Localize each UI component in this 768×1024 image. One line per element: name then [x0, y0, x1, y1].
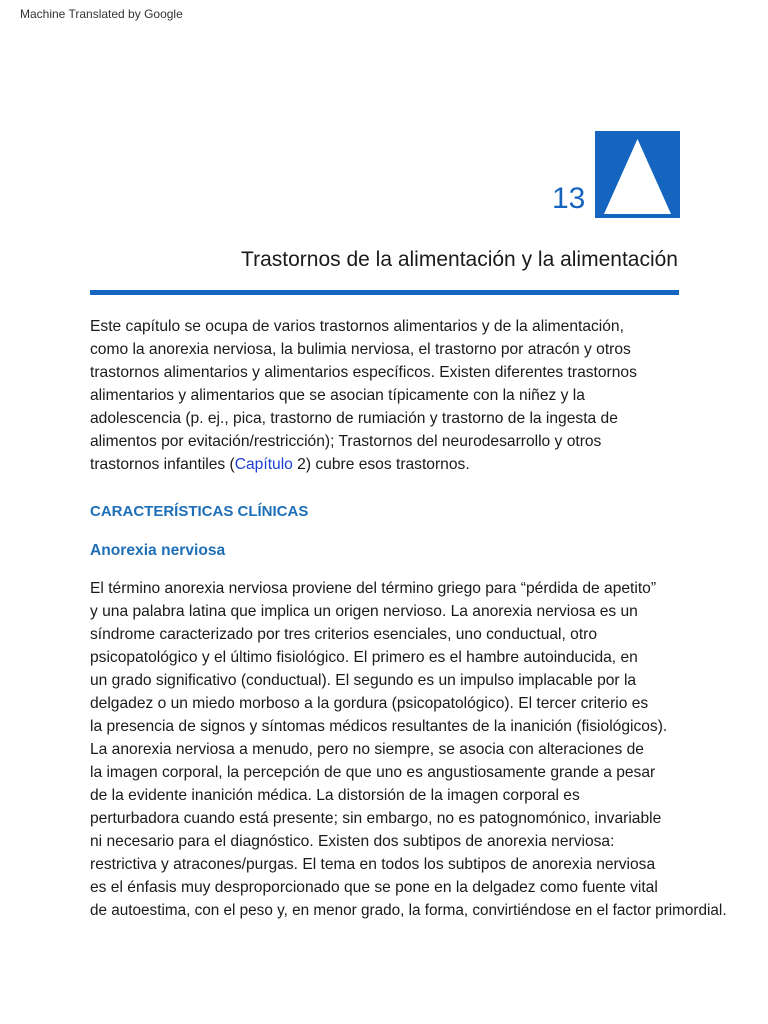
chapter-number: 13 [552, 182, 586, 215]
title-divider [90, 290, 679, 295]
body-line: de la evidente inanición médica. La distorsión de la imagen corporal es [90, 787, 580, 804]
body-line: El término anorexia nerviosa proviene del término griego para “pérdida de apetito” [90, 580, 657, 597]
intro-paragraph [90, 315, 637, 476]
body-line: un grado significativo (conductual). El segundo es un impulso implacable por la [90, 672, 637, 689]
intro-last-line [90, 453, 637, 476]
intro-text: 2) cubre esos trastornos. [292, 456, 470, 473]
chapter-2-link[interactable]: Capítulo [234, 456, 293, 473]
body-line: y una palabra latina que implica un origen nervioso. La anorexia nerviosa es un [90, 603, 638, 620]
body-line: ni necesario para el diagnóstico. Existen dos subtipos de anorexia nerviosa: [90, 833, 615, 850]
body-line: la presencia de signos y síntomas médicos resultantes de la inanición (fisiológicos). [90, 718, 668, 735]
body-line: restrictiva y atracones/purgas. El tema en todos los subtipos de anorexia nerviosa [90, 856, 656, 873]
body-line: es el énfasis muy desproporcionado que se pone en la delgadez como fuente vital [90, 879, 658, 896]
body-line: perturbadora cuando está presente; sin embargo, no es patognomónico, invariable [90, 810, 662, 827]
intro-line: alimentos por evitación/restricción); Trastornos del neurodesarrollo y otros [90, 433, 602, 450]
intro-line: trastornos alimentarios y alimentarios específicos. Existen diferentes trastornos [90, 364, 637, 381]
intro-line: como la anorexia nerviosa, la bulimia nerviosa, el trastorno por atracón y otros [90, 341, 631, 358]
intro-line: alimentarios y alimentarios que se asocian típicamente con la niñez y la [90, 387, 585, 404]
chapter-title: Trastornos de la alimentación y la alimentación [241, 248, 678, 271]
body-line: la imagen corporal, la percepción de que uno es angustiosamente grande a pesar [90, 764, 656, 781]
body-line: de autoestima, con el peso y, en menor grado, la forma, convirtiéndose en el factor primordial. [90, 902, 727, 919]
body-line: síndrome caracterizado por tres criterios esenciales, uno conductual, otro [90, 626, 598, 643]
intro-text: trastornos infantiles ( [90, 456, 235, 473]
machine-translation-banner: Machine Translated by Google [20, 7, 183, 21]
body-line: psicopatológico y el último fisiológico. El primero es el hambre autoinducida, en [90, 649, 638, 666]
intro-line: adolescencia (p. ej., pica, trastorno de rumiación y trastorno de la ingesta de [90, 410, 618, 427]
body-paragraph [90, 577, 727, 922]
intro-line: Este capítulo se ocupa de varios trastornos alimentarios y de la alimentación, [90, 318, 624, 335]
body-line: La anorexia nerviosa a menudo, pero no siempre, se asocia con alteraciones de [90, 741, 644, 758]
subsection-heading: Anorexia nerviosa [90, 542, 226, 559]
section-heading: CARACTERÍSTICAS CLÍNICAS [90, 503, 309, 520]
body-line: delgadez o un miedo morboso a la gordura (psicopatológico). El tercer criterio es [90, 695, 649, 712]
chapter-triangle-logo-icon [595, 131, 680, 218]
